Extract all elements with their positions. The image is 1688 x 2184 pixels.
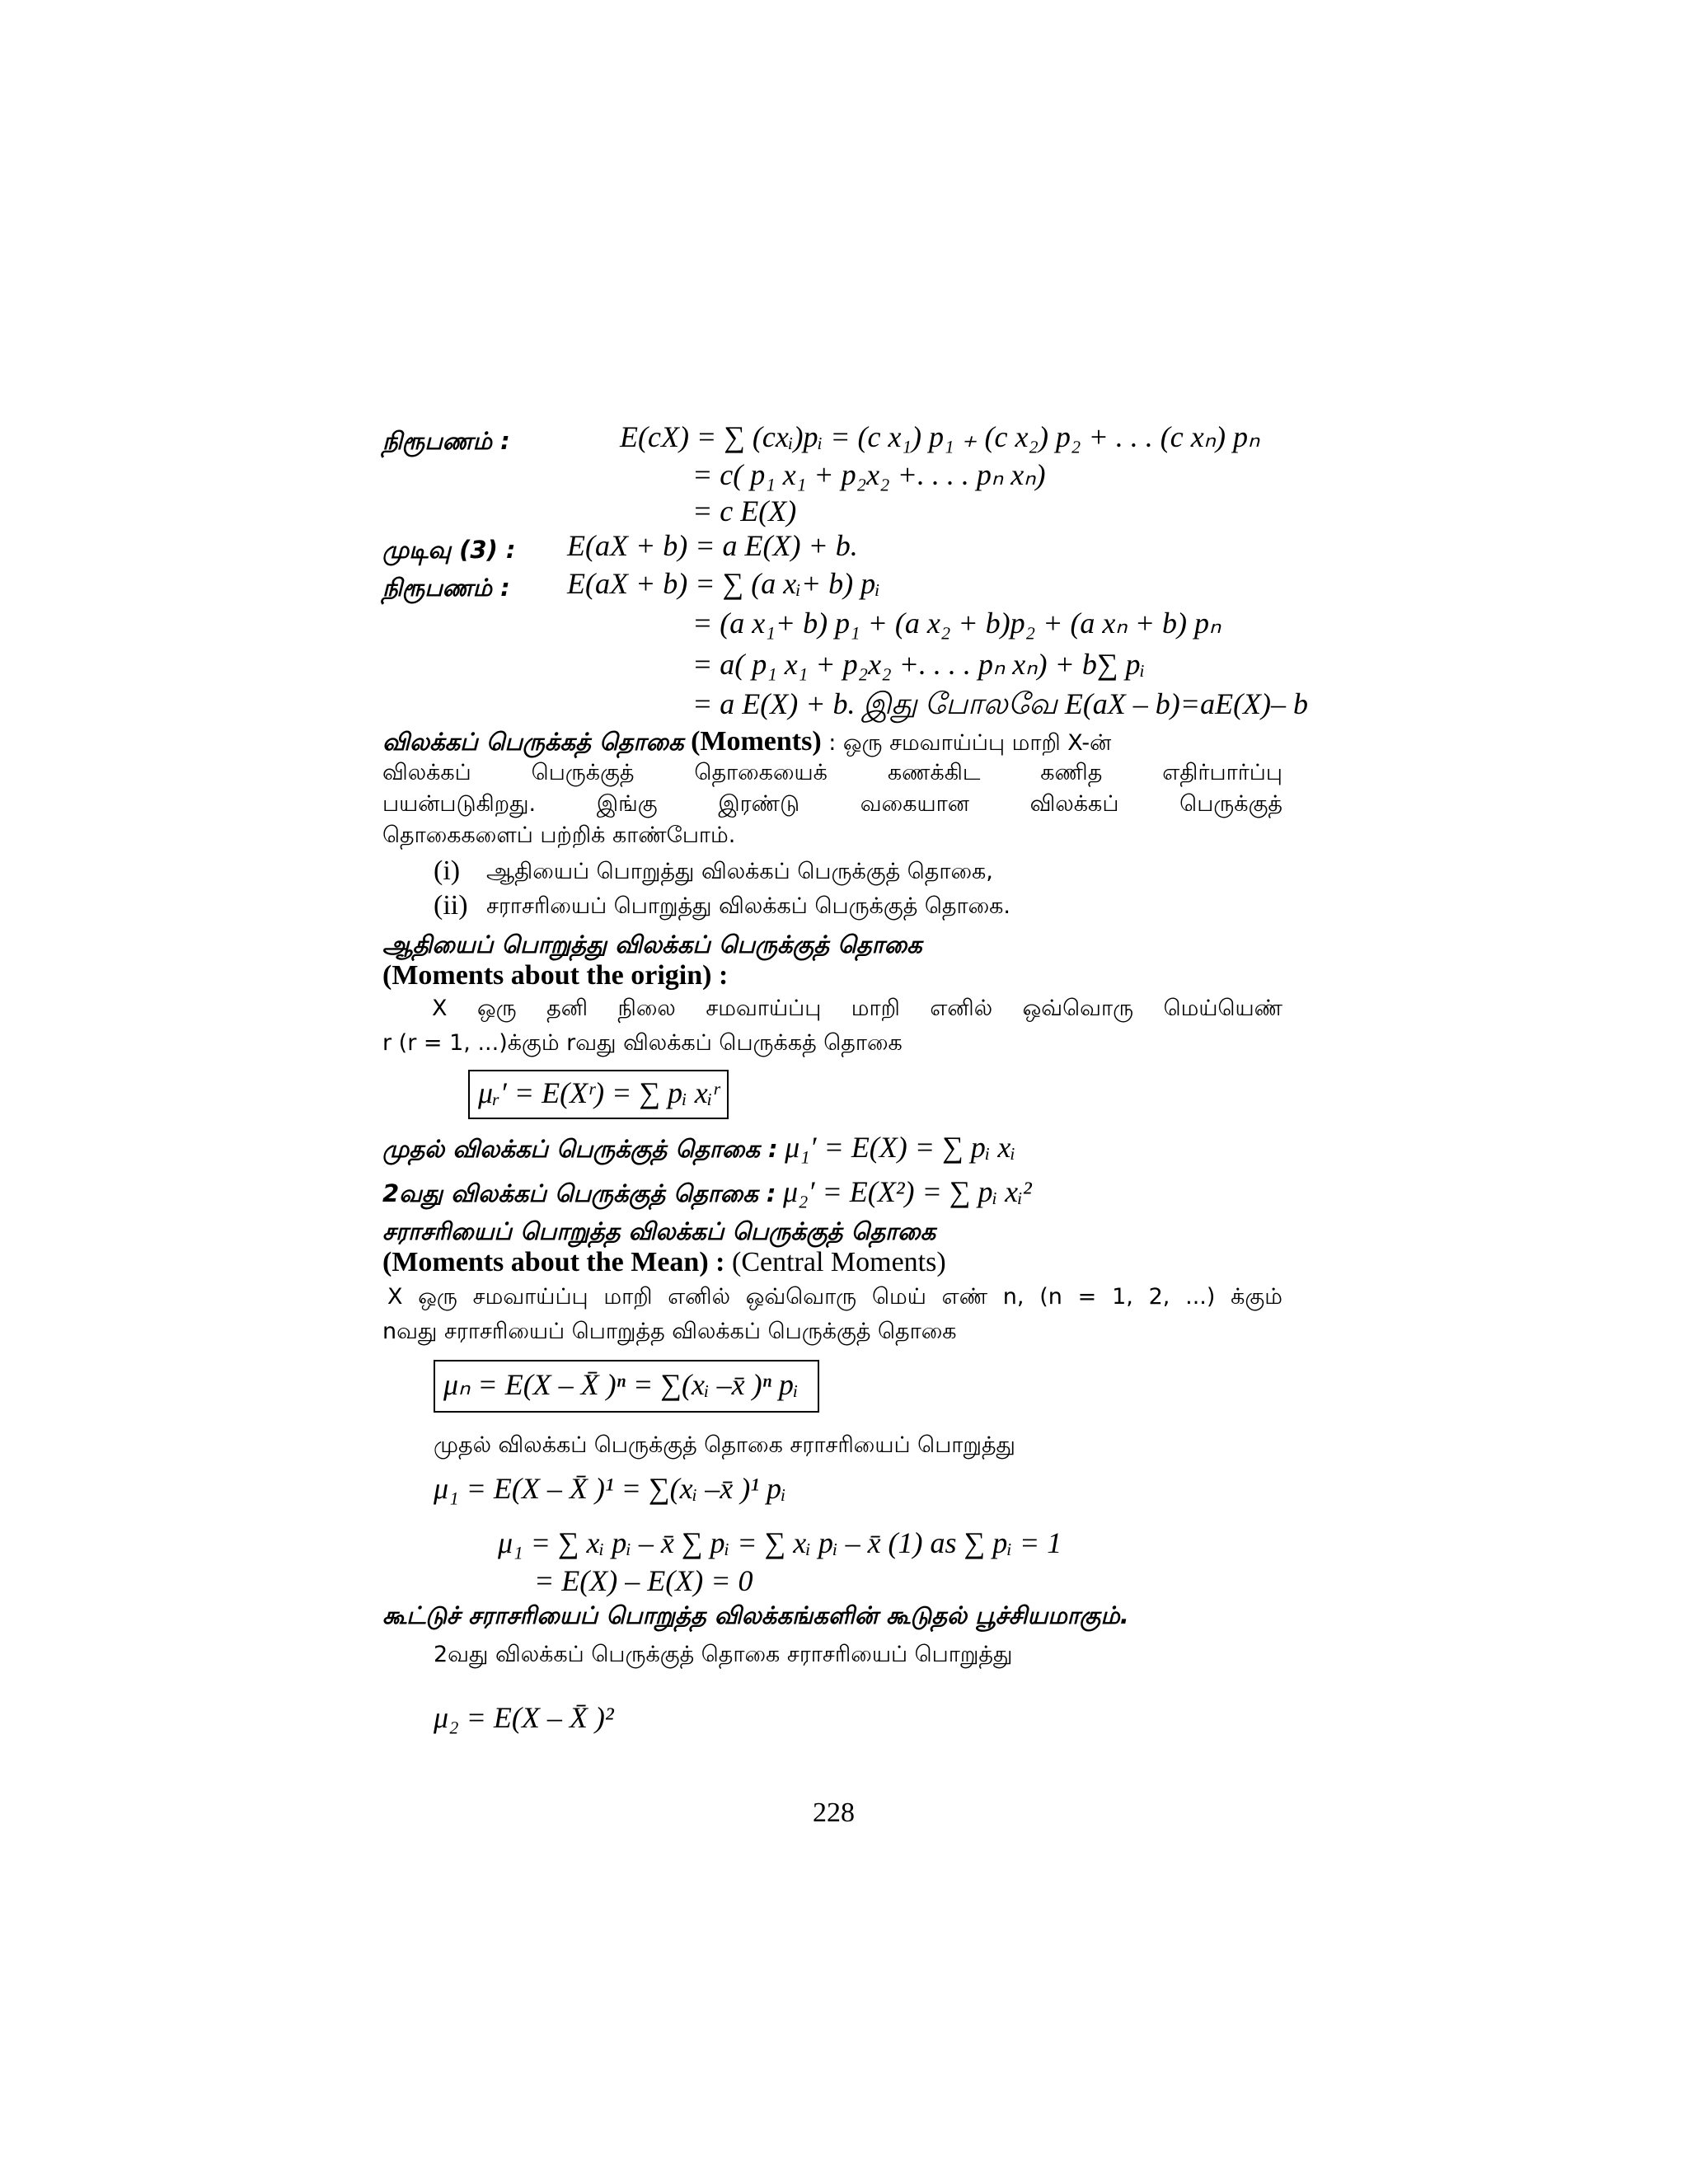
mean-heading-tamil: சராசரியைப் பொறுத்த விலக்கப் பெருக்குத் தொகை: [382, 1217, 936, 1245]
mu1-result: = E(X) – E(X) = 0: [534, 1564, 753, 1597]
origin-heading-english: (Moments about the origin) :: [382, 960, 729, 991]
second-moment-origin-label: 2வது விலக்கப் பெருக்குத் தொகை :: [382, 1179, 776, 1207]
mean-heading-central-moments: (Central Moments): [732, 1247, 946, 1277]
mean-formula: μₙ = E(X – X̄ )ⁿ = ∑(xᵢ –x̄ )ⁿ pᵢ: [443, 1368, 799, 1401]
origin-paragraph-line-1: X ஒரு தனி நிலை சமவாய்ப்பு மாறி எனில் ஒவ்வொரு மெய்யெண்: [432, 996, 1282, 1021]
proof1-line-3: = c E(X): [692, 494, 797, 527]
mean-conclusion: கூட்டுச் சராசரியைப் பொறுத்த விலக்கங்களின் கூடுதல் பூச்சியமாகும்.: [382, 1601, 1129, 1629]
list-item-2-text: சராசரியைப் பொறுத்து விலக்கப் பெருக்குத் தொகை.: [486, 893, 1010, 919]
second-moment-mean-text: 2வது விலக்கப் பெருக்குத் தொகை சராசரியைப் பொறுத்து: [434, 1642, 1013, 1667]
mean-heading-english: (Moments about the Mean) :: [382, 1247, 725, 1277]
moments-paragraph-line-3: பயன்படுகிறது. இங்கு இரண்டு வகையான விலக்கப் பெருக்குத்: [382, 791, 1282, 817]
mu2-definition: μ₂ = E(X – X̄ )²: [434, 1701, 614, 1734]
second-moment-origin-equation: μ₂′ = E(X²) = ∑ pᵢ xᵢ²: [782, 1175, 1032, 1208]
proof2-line-1: E(aX + b) = ∑ (a xᵢ+ b) pᵢ: [567, 567, 880, 600]
list-item-2-number: (ii): [434, 890, 468, 921]
first-moment-origin-line: [382, 1131, 1015, 1165]
mean-paragraph-line-2: nவது சராசரியைப் பொறுத்த விலக்கப் பெருக்குத் தொகை: [382, 1319, 957, 1344]
result3-equation: E(aX + b) = a E(X) + b.: [567, 529, 858, 562]
mean-heading-english-line: [382, 1246, 946, 1279]
proof1-line-2: = c( p₁ x₁ + p₂x₂ +. . . . pₙ xₙ): [692, 458, 1046, 491]
origin-heading-tamil: ஆதியைப் பொறுத்து விலக்கப் பெருக்குத் தொகை: [382, 930, 922, 958]
proof1-line-1: E(cX) = ∑ (cxᵢ)pᵢ = (c x₁) p₁ ₊ (c x₂) p₂ + . . . (c xₙ) pₙ: [620, 420, 1260, 453]
first-moment-origin-label: முதல் விலக்கப் பெருக்குத் தொகை :: [382, 1135, 778, 1163]
second-moment-origin-line: [382, 1175, 1032, 1210]
origin-formula: μᵣ′ = E(Xʳ) = ∑ pᵢ xᵢʳ: [478, 1076, 720, 1109]
proof2-line-4: = a E(X) + b. இது போலவே E(aX – b)=aE(X)– b: [692, 687, 1309, 720]
proof2-line-2: = (a x₁+ b) p₁ + (a x₂ + b)p₂ + (a xₙ + b) pₙ: [692, 607, 1221, 640]
proof-label-2: நிரூபணம் :: [382, 574, 510, 602]
moments-paragraph-line-4: தொகைகளைப் பற்றிக் காண்போம்.: [382, 823, 736, 848]
result3-label: முடிவு (3) :: [382, 536, 516, 564]
origin-paragraph-line-2: r (r = 1, ...)க்கும் rவது விலக்கப் பெருக்கத் தொகை: [382, 1030, 903, 1056]
moments-paragraph-rest: : ஒரு சமவாய்ப்பு மாறி X-ன்: [828, 730, 1112, 756]
mu1-derivation: μ₁ = ∑ xᵢ pᵢ – x̄ ∑ pᵢ = ∑ xᵢ pᵢ – x̄ (1) as ∑ pᵢ = 1: [498, 1526, 1062, 1559]
first-moment-origin-equation: μ₁′ = E(X) = ∑ pᵢ xᵢ: [785, 1131, 1016, 1164]
page-number: 228: [813, 1797, 855, 1828]
list-item-1-text: ஆதியைப் பொறுத்து விலக்கப் பெருக்குத் தொகை,: [486, 859, 993, 884]
list-item-1-number: (i): [434, 855, 461, 886]
first-moment-mean-text: முதல் விலக்கப் பெருக்குத் தொகை சராசரியைப் பொறுத்து: [434, 1432, 1015, 1458]
proof-label-1: நிரூபணம் :: [382, 427, 510, 455]
proof2-line-3: = a( p₁ x₁ + p₂x₂ +. . . . pₙ xₙ) + b∑ pᵢ: [692, 648, 1146, 681]
moments-paragraph-line-1: [382, 725, 1111, 760]
moments-heading-english: (Moments): [691, 726, 822, 757]
mean-paragraph-line-1: X ஒரு சமவாய்ப்பு மாறி எனில் ஒவ்வொரு மெய் எண் n, (n = 1, 2, ...) க்கும்: [387, 1284, 1282, 1310]
moments-heading-tamil: விலக்கப் பெருக்கத் தொகை: [382, 728, 684, 756]
moments-paragraph-line-2: விலக்கப் பெருக்குத் தொகையைக் கணக்கிட கணித எதிர்பார்ப்பு: [382, 760, 1282, 785]
mu1-definition: μ₁ = E(X – X̄ )¹ = ∑(xᵢ –x̄ )¹ pᵢ: [434, 1472, 786, 1505]
